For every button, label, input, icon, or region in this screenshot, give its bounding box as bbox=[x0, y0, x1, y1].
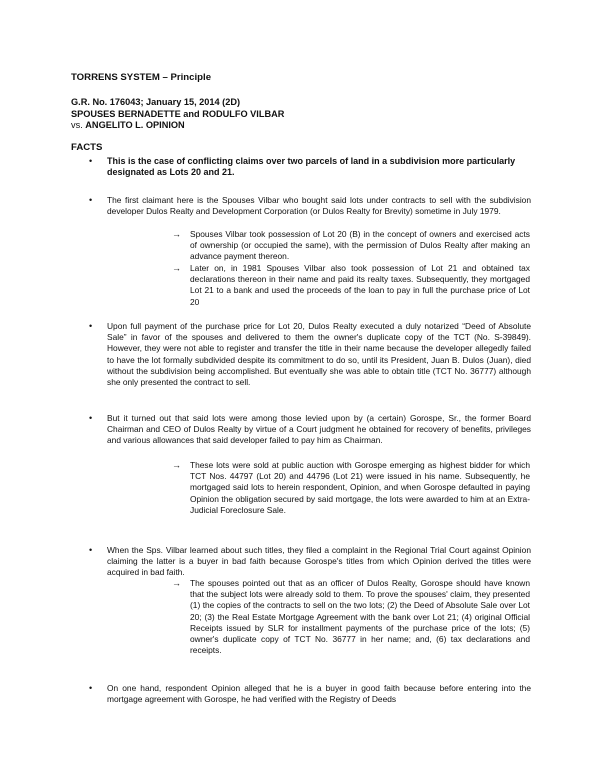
fact-paragraph: But it turned out that said lots were among those levied upon by (a certain) Gorospe, Sr., the former Board Chairman and CEO of Dulos Realty by virtue of a Court judgment he obtained for recovery of benefits, privileges and various allowances that said developer failed to pay him as Chairman. bbox=[107, 413, 531, 446]
respondent-name: ANGELITO L. OPINION bbox=[85, 120, 185, 130]
arrow-icon: → bbox=[172, 263, 181, 273]
case-citation bbox=[71, 97, 284, 132]
bullet: • bbox=[89, 156, 93, 166]
sub-point: Later on, in 1981 Spouses Vilbar also took possession of Lot 21 and obtained tax declarations thereon in their name and paid its realty taxes. Subsequently, they mortgaged Lot 21 to a bank and used the proceeds of the loan to pay in full the purchase price of Lot 20 bbox=[190, 263, 530, 307]
bullet: • bbox=[89, 545, 93, 555]
bullet: • bbox=[89, 321, 93, 331]
sub-point: Spouses Vilbar took possession of Lot 20 (B) in the concept of owners and exercised acts of ownership (or occupied the same), with the permission of Dulos Realty after making an advance payment thereon. bbox=[190, 229, 530, 262]
sub-point: These lots were sold at public auction with Gorospe emerging as highest bidder for which TCT Nos. 44797 (Lot 20) and 44796 (Lot 21) were issued in his name. Subsequently, he mortgaged said lots to herein respondent, Opinion, and when Gorospe defaulted in paying Opinion the obligation secured by said mortgage, the lots were awarded to him at an Extra-Judicial Foreclosure Sale. bbox=[190, 460, 530, 515]
arrow-icon: → bbox=[172, 229, 181, 239]
topic-heading: TORRENS SYSTEM – Principle bbox=[71, 72, 212, 83]
fact-paragraph: When the Sps. Vilbar learned about such titles, they filed a complaint in the Regional Trial Court against Opinion claiming the latter is a buyer in bad faith because Gorospe's titles from which Opinion derived the titles were acquired in bad faith. bbox=[107, 545, 531, 578]
arrow-icon: → bbox=[172, 578, 181, 588]
bullet: • bbox=[89, 195, 93, 205]
fact-paragraph: This is the case of conflicting claims over two parcels of land in a subdivision more particularly designated as Lots 20 and 21. bbox=[107, 156, 516, 178]
bullet: • bbox=[89, 413, 93, 423]
bullet: • bbox=[89, 683, 93, 693]
respondent-line bbox=[71, 120, 284, 132]
petitioners: SPOUSES BERNADETTE and RODULFO VILBAR bbox=[71, 108, 285, 119]
facts-heading: FACTS bbox=[71, 142, 103, 153]
fact-paragraph: On one hand, respondent Opinion alleged that he is a buyer in good faith because before entering into the mortgage agreement with Gorospe, he had verified with the Registry of Deeds bbox=[107, 683, 531, 705]
fact-paragraph: The first claimant here is the Spouses Vilbar who bought said lots under contracts to sell with the subdivision developer Dulos Realty and Development Corporation (or Dulos Realty for Brevity) sometime in July 1979. bbox=[107, 195, 531, 217]
sub-point: The spouses pointed out that as an officer of Dulos Realty, Gorospe should have known that the subject lots were already sold to them. To prove the spouses' claim, they presented (1) the copies of the contracts to sell on the two lots; (2) the Deed of Absolute Sale over Lot 20; (3) the Real Estate Mortgage Agreement with the bank over Lot 21; (4) original Official Receipts issued by SLR for installment payments of the purchase price of the lots; (5) owner's duplicate copy of TCT No. 36777 in her name; and, (6) tax declarations and receipts. bbox=[190, 578, 530, 656]
arrow-icon: → bbox=[172, 460, 181, 470]
gr-number: G.R. No. 176043; January 15, 2014 (2D) bbox=[71, 97, 241, 107]
fact-paragraph: Upon full payment of the purchase price for Lot 20, Dulos Realty executed a duly notarized “Deed of Absolute Sale” in favor of the spouses and delivered to them the owner's duplicate copy of the TCT (No. S-39849). However, they were not able to register and transfer the title in their name because the developer allegedly failed to have the lot formally subdivided despite its commitment to do so, until its President, Juan B. Dulos (Juan), died without the subdivision being accomplished. But eventually she was able to obtain title (TCT No. 36777) although she only presented the contract to sell. bbox=[107, 321, 531, 388]
vs-label: vs. bbox=[71, 120, 86, 130]
